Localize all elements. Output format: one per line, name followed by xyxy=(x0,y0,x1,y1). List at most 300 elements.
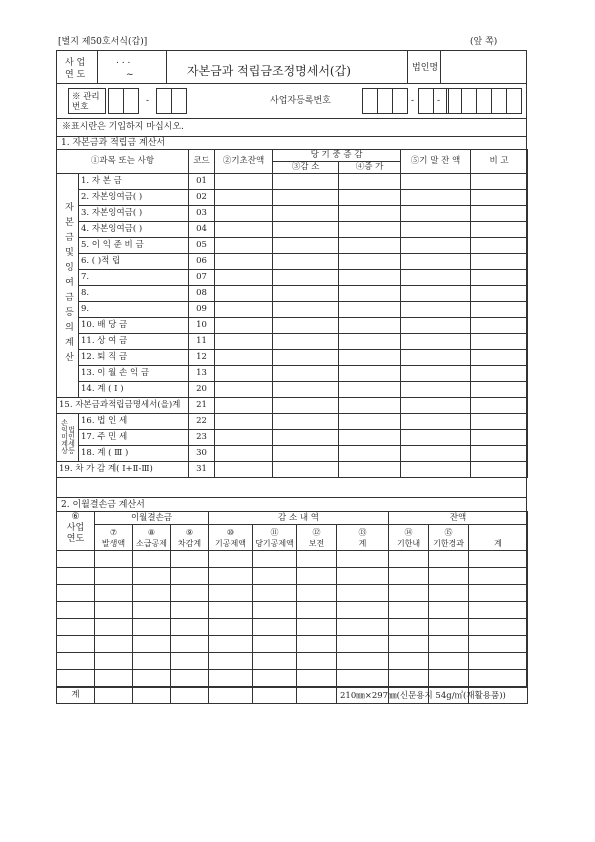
s2-cell[interactable] xyxy=(337,670,389,687)
s2-cell[interactable] xyxy=(429,551,469,568)
row-15-cell-2[interactable] xyxy=(273,398,339,414)
row-label: 1. 자 본 금 xyxy=(79,174,189,190)
s2-cell[interactable] xyxy=(57,551,95,568)
s2-cell[interactable] xyxy=(253,551,297,568)
s2-cell[interactable] xyxy=(297,653,337,670)
s2-cell[interactable] xyxy=(253,568,297,585)
row-label: 18. 계 ( Ⅲ ) xyxy=(79,446,189,462)
sub-header-no: ⑩ xyxy=(226,527,235,537)
row-16-cell-4[interactable] xyxy=(401,414,471,430)
col-year-label: 사업 연도 xyxy=(66,523,85,544)
table-row xyxy=(57,551,528,568)
row-7-cell-4[interactable] xyxy=(401,270,471,286)
s2-cell[interactable] xyxy=(57,602,95,619)
row-10-cell-5[interactable] xyxy=(471,318,528,334)
row-label: 8. xyxy=(79,286,189,302)
row-2-cell-5[interactable] xyxy=(471,190,528,206)
row-2-cell-4[interactable] xyxy=(401,190,471,206)
row-3-cell-1[interactable] xyxy=(215,206,273,222)
row-1-cell-2[interactable] xyxy=(273,174,339,190)
row-17-cell-3[interactable] xyxy=(339,430,401,446)
row-label: 15. 자본금과적립금명세서(을)계 xyxy=(57,398,189,414)
table-row xyxy=(57,619,528,636)
row-label: 11. 상 여 금 xyxy=(79,334,189,350)
s2-cell[interactable] xyxy=(469,585,528,602)
s2-cell[interactable] xyxy=(469,568,528,585)
col-remark-header: 비 고 xyxy=(471,150,528,174)
biz-reg-box-7[interactable] xyxy=(461,88,477,114)
row-label: 4. 자본잉여금( ) xyxy=(79,222,189,238)
row-19-cell-4[interactable] xyxy=(401,462,471,478)
row-1-cell-1[interactable] xyxy=(215,174,273,190)
row-12-cell-1[interactable] xyxy=(215,350,273,366)
row-19-cell-3[interactable] xyxy=(339,462,401,478)
row-5-cell-2[interactable] xyxy=(273,238,339,254)
row-6-cell-3[interactable] xyxy=(339,254,401,270)
year-tilde: ~ xyxy=(126,70,134,80)
row-1-cell-4[interactable] xyxy=(401,174,471,190)
row-label: 9. xyxy=(79,302,189,318)
row-10-cell-2[interactable] xyxy=(273,318,339,334)
s2-cell[interactable] xyxy=(171,687,209,704)
row-4-cell-2[interactable] xyxy=(273,222,339,238)
s2-cell[interactable] xyxy=(209,619,253,636)
table-row xyxy=(57,430,528,446)
section2-subheader xyxy=(57,525,528,551)
table-row xyxy=(57,636,528,653)
s2-cell[interactable] xyxy=(297,602,337,619)
s2-cell[interactable] xyxy=(133,653,171,670)
s2-cell[interactable] xyxy=(133,670,171,687)
s2-cell[interactable] xyxy=(171,585,209,602)
s2-cell[interactable] xyxy=(95,653,133,670)
s2-cell[interactable] xyxy=(57,585,95,602)
row-17-cell-5[interactable] xyxy=(471,430,528,446)
s2-cell[interactable] xyxy=(389,585,429,602)
mgmt-label-cell xyxy=(68,88,106,114)
row-code: 21 xyxy=(189,398,215,414)
s2-cell[interactable] xyxy=(469,636,528,653)
s2-cell[interactable] xyxy=(57,619,95,636)
s2-cell[interactable] xyxy=(429,653,469,670)
table-row xyxy=(57,366,528,382)
s2-cell[interactable] xyxy=(429,585,469,602)
sub-header-label: 기공제액 xyxy=(215,538,246,548)
row-9-cell-3[interactable] xyxy=(339,302,401,318)
s2-cell[interactable] xyxy=(95,687,133,704)
table-row xyxy=(57,302,528,318)
row-code: 01 xyxy=(189,174,215,190)
row-8-cell-1[interactable] xyxy=(215,286,273,302)
row-14-cell-5[interactable] xyxy=(471,382,528,398)
row-7-cell-5[interactable] xyxy=(471,270,528,286)
biz-reg-box-6[interactable] xyxy=(446,88,462,114)
row-13-cell-2[interactable] xyxy=(273,366,339,382)
row-label: 13. 이 월 손 익 금 xyxy=(79,366,189,382)
row-15-cell-5[interactable] xyxy=(471,398,528,414)
row-18-cell-2[interactable] xyxy=(273,446,339,462)
s2-cell[interactable] xyxy=(95,568,133,585)
table-row xyxy=(57,462,528,478)
section1-title-row xyxy=(56,136,527,150)
row-11-cell-4[interactable] xyxy=(401,334,471,350)
row-6-cell-4[interactable] xyxy=(401,254,471,270)
row-code: 02 xyxy=(189,190,215,206)
s2-cell[interactable] xyxy=(133,568,171,585)
s2-cell[interactable] xyxy=(389,619,429,636)
row-label: 7. xyxy=(79,270,189,286)
row-label: 16. 법 인 세 xyxy=(79,414,189,430)
table-row xyxy=(57,222,528,238)
row-13-cell-1[interactable] xyxy=(215,366,273,382)
s2-cell[interactable] xyxy=(95,585,133,602)
sub-header-6 xyxy=(297,525,337,551)
s2-cell[interactable] xyxy=(253,653,297,670)
s2-cell[interactable] xyxy=(337,636,389,653)
s2-cell[interactable] xyxy=(209,602,253,619)
row-4-cell-4[interactable] xyxy=(401,222,471,238)
row-17-cell-1[interactable] xyxy=(215,430,273,446)
sub-header-no: ⑧ xyxy=(147,527,156,537)
row-code: 30 xyxy=(189,446,215,462)
row-8-cell-5[interactable] xyxy=(471,286,528,302)
row-19-cell-1[interactable] xyxy=(215,462,273,478)
s2-cell[interactable] xyxy=(389,602,429,619)
mgmt-box-2[interactable] xyxy=(123,88,139,114)
s2-cell[interactable] xyxy=(209,568,253,585)
row-7-cell-2[interactable] xyxy=(273,270,339,286)
s2-cell[interactable] xyxy=(171,551,209,568)
row-code: 04 xyxy=(189,222,215,238)
s2-cell[interactable] xyxy=(57,568,95,585)
sub-header-3 xyxy=(171,525,209,551)
row-10-cell-3[interactable] xyxy=(339,318,401,334)
row-11-cell-2[interactable] xyxy=(273,334,339,350)
row-3-cell-3[interactable] xyxy=(339,206,401,222)
biz-reg-box-1[interactable] xyxy=(362,88,378,114)
row-code: 03 xyxy=(189,206,215,222)
table-row xyxy=(57,286,528,302)
row-label: 17. 주 민 세 xyxy=(79,430,189,446)
s2-cell[interactable] xyxy=(297,568,337,585)
biz-reg-box-3[interactable] xyxy=(392,88,408,114)
s2-cell[interactable] xyxy=(297,636,337,653)
col-year-no: ⑥ xyxy=(71,512,80,522)
row-14-cell-3[interactable] xyxy=(339,382,401,398)
row-3-cell-4[interactable] xyxy=(401,206,471,222)
row-label: 6. ( )적 립 xyxy=(79,254,189,270)
col-subject-header: ①과목 또는 사항 xyxy=(57,150,189,174)
row-18-cell-3[interactable] xyxy=(339,446,401,462)
row-16-cell-1[interactable] xyxy=(215,414,273,430)
row-14-cell-4[interactable] xyxy=(401,382,471,398)
sub-header-label: 발생액 xyxy=(101,538,126,548)
s2-cell[interactable] xyxy=(171,619,209,636)
s2-cell[interactable] xyxy=(429,568,469,585)
row-1-cell-3[interactable] xyxy=(339,174,401,190)
row-label: 14. 계 ( Ⅰ ) xyxy=(79,382,189,398)
col-carry-header: 이월결손금 xyxy=(95,512,209,525)
table-row xyxy=(57,270,528,286)
s2-cell[interactable] xyxy=(469,602,528,619)
s2-cell[interactable] xyxy=(297,687,337,704)
s2-cell[interactable] xyxy=(429,619,469,636)
section2-body xyxy=(57,551,528,704)
s2-cell[interactable] xyxy=(57,670,95,687)
row-12-cell-3[interactable] xyxy=(339,350,401,366)
s2-cell[interactable] xyxy=(253,670,297,687)
biz-year-value-cell[interactable] xyxy=(97,50,167,84)
row-16-cell-3[interactable] xyxy=(339,414,401,430)
s2-cell[interactable] xyxy=(429,636,469,653)
s2-cell[interactable] xyxy=(95,602,133,619)
s2-cell[interactable] xyxy=(253,636,297,653)
s2-cell[interactable] xyxy=(337,619,389,636)
s2-cell[interactable] xyxy=(171,670,209,687)
row-label: 3. 자본잉여금( ) xyxy=(79,206,189,222)
s2-cell[interactable] xyxy=(133,687,171,704)
row-4-cell-1[interactable] xyxy=(215,222,273,238)
row-7-cell-1[interactable] xyxy=(215,270,273,286)
row-19-cell-2[interactable] xyxy=(273,462,339,478)
sub-header-no: ⑮ xyxy=(444,527,453,537)
row-10-cell-4[interactable] xyxy=(401,318,471,334)
row-9-cell-1[interactable] xyxy=(215,302,273,318)
row-14-cell-1[interactable] xyxy=(215,382,273,398)
sub-header-8 xyxy=(389,525,429,551)
biz-reg-label: 사업자등록번호 xyxy=(270,96,331,106)
row-18-cell-5[interactable] xyxy=(471,446,528,462)
row-code: 10 xyxy=(189,318,215,334)
s2-cell[interactable] xyxy=(389,670,429,687)
row-9-cell-4[interactable] xyxy=(401,302,471,318)
row-16-cell-2[interactable] xyxy=(273,414,339,430)
sub-header-4 xyxy=(209,525,253,551)
table-row xyxy=(57,585,528,602)
row-5-cell-3[interactable] xyxy=(339,238,401,254)
biz-reg-box-9[interactable] xyxy=(491,88,507,114)
side-label-capital-text: 자본금및잉여금등의계산 xyxy=(63,201,73,367)
s2-cell[interactable] xyxy=(95,551,133,568)
s2-cell[interactable] xyxy=(133,619,171,636)
corp-name-field[interactable] xyxy=(440,50,527,84)
s2-cell[interactable] xyxy=(133,636,171,653)
s2-cell[interactable] xyxy=(171,602,209,619)
table-row xyxy=(57,206,528,222)
s2-cell[interactable] xyxy=(171,568,209,585)
row-18-cell-4[interactable] xyxy=(401,446,471,462)
sub-header-label: 소급공제 xyxy=(136,538,167,548)
row-12-cell-2[interactable] xyxy=(273,350,339,366)
row-1-cell-5[interactable] xyxy=(471,174,528,190)
s2-cell[interactable] xyxy=(95,636,133,653)
s2-cell[interactable] xyxy=(389,653,429,670)
s2-cell[interactable] xyxy=(95,619,133,636)
s2-cell[interactable] xyxy=(469,551,528,568)
sub-header-label: 기한내 xyxy=(396,538,421,548)
s2-cell[interactable] xyxy=(429,670,469,687)
sub-header-no: ⑭ xyxy=(404,527,413,537)
s2-cell[interactable] xyxy=(469,670,528,687)
s2-cell[interactable] xyxy=(253,602,297,619)
mgmt-box-1[interactable] xyxy=(108,88,124,114)
col-code-header: 코드 xyxy=(189,150,215,174)
row-13-cell-4[interactable] xyxy=(401,366,471,382)
row-13-cell-3[interactable] xyxy=(339,366,401,382)
row-13-cell-5[interactable] xyxy=(471,366,528,382)
s2-cell[interactable] xyxy=(57,653,95,670)
row-8-cell-2[interactable] xyxy=(273,286,339,302)
s2-cell[interactable] xyxy=(171,653,209,670)
col-decrease-header: ③감 소 xyxy=(273,162,339,174)
row-17-cell-4[interactable] xyxy=(401,430,471,446)
table-row xyxy=(57,334,528,350)
mgmt-label: ※ 관리 번호 xyxy=(72,92,100,112)
year-dots: . . . xyxy=(116,56,131,66)
col-balance-header: 잔액 xyxy=(389,512,528,525)
s2-cell[interactable] xyxy=(133,585,171,602)
table-row xyxy=(57,446,528,462)
row-15-cell-1[interactable] xyxy=(215,398,273,414)
sub-header-label: 계 xyxy=(494,538,502,548)
row-10-cell-1[interactable] xyxy=(215,318,273,334)
table-row xyxy=(57,254,528,270)
row-label: 2. 자본잉여금( ) xyxy=(79,190,189,206)
sub-header-no: ⑦ xyxy=(109,527,118,537)
sub-header-label: 기한경과 xyxy=(433,538,464,548)
row-6-cell-5[interactable] xyxy=(471,254,528,270)
row-6-cell-1[interactable] xyxy=(215,254,273,270)
s2-cell[interactable] xyxy=(337,602,389,619)
s2-cell[interactable] xyxy=(337,551,389,568)
row-6-cell-2[interactable] xyxy=(273,254,339,270)
row-15-cell-4[interactable] xyxy=(401,398,471,414)
s2-cell[interactable] xyxy=(253,585,297,602)
section1-table xyxy=(56,149,528,478)
row-5-cell-1[interactable] xyxy=(215,238,273,254)
s2-cell[interactable] xyxy=(297,619,337,636)
row-label: 19. 차 가 감 계( Ⅰ+Ⅱ-Ⅲ) xyxy=(57,462,189,478)
row-11-cell-1[interactable] xyxy=(215,334,273,350)
s2-cell[interactable] xyxy=(297,551,337,568)
s2-cell[interactable] xyxy=(469,619,528,636)
s2-cell[interactable] xyxy=(171,636,209,653)
row-3-cell-2[interactable] xyxy=(273,206,339,222)
row-19-cell-5[interactable] xyxy=(471,462,528,478)
biz-year-label-cell xyxy=(56,50,98,84)
row-7-cell-3[interactable] xyxy=(339,270,401,286)
sub-header-label: 차감계 xyxy=(177,538,202,548)
sub-header-1 xyxy=(95,525,133,551)
biz-reg-box-8[interactable] xyxy=(476,88,492,114)
row-11-cell-5[interactable] xyxy=(471,334,528,350)
side-label-tax-text-b: 법인세등 xyxy=(67,425,76,454)
s2-cell[interactable] xyxy=(389,551,429,568)
row-11-cell-3[interactable] xyxy=(339,334,401,350)
row-9-cell-5[interactable] xyxy=(471,302,528,318)
col-reduce-header: 감 소 내 역 xyxy=(209,512,389,525)
sub-header-7 xyxy=(337,525,389,551)
table-row xyxy=(57,653,528,670)
s2-cell[interactable] xyxy=(337,653,389,670)
row-2-cell-3[interactable] xyxy=(339,190,401,206)
table-row xyxy=(57,318,528,334)
mgmt-box-4[interactable] xyxy=(171,88,187,114)
s2-cell[interactable] xyxy=(253,687,297,704)
row-3-cell-5[interactable] xyxy=(471,206,528,222)
s2-cell[interactable] xyxy=(297,585,337,602)
row-4-cell-3[interactable] xyxy=(339,222,401,238)
table-row xyxy=(57,670,528,687)
note-text: ※표시란은 기입하지 마십시오. xyxy=(62,122,184,132)
biz-reg-dash-1: - xyxy=(411,96,415,106)
table-row xyxy=(57,602,528,619)
row-12-cell-5[interactable] xyxy=(471,350,528,366)
row-8-cell-3[interactable] xyxy=(339,286,401,302)
sub-header-9 xyxy=(429,525,469,551)
s2-cell[interactable] xyxy=(133,602,171,619)
s2-cell[interactable] xyxy=(253,619,297,636)
row-18-cell-1[interactable] xyxy=(215,446,273,462)
sub-header-label: 당기공제액 xyxy=(255,538,294,548)
sub-header-10 xyxy=(469,525,528,551)
col-increase-header: ④증 가 xyxy=(339,162,401,174)
row-code: 06 xyxy=(189,254,215,270)
s2-cell[interactable] xyxy=(337,568,389,585)
row-9-cell-2[interactable] xyxy=(273,302,339,318)
row-15-cell-3[interactable] xyxy=(339,398,401,414)
table-row xyxy=(57,568,528,585)
row-12-cell-4[interactable] xyxy=(401,350,471,366)
row-17-cell-2[interactable] xyxy=(273,430,339,446)
sub-header-2 xyxy=(133,525,171,551)
s2-cell[interactable] xyxy=(133,551,171,568)
row-14-cell-2[interactable] xyxy=(273,382,339,398)
s2-cell[interactable] xyxy=(209,585,253,602)
row-16-cell-5[interactable] xyxy=(471,414,528,430)
s2-cell[interactable] xyxy=(469,653,528,670)
row-8-cell-4[interactable] xyxy=(401,286,471,302)
biz-reg-box-4[interactable] xyxy=(418,88,434,114)
row-5-cell-4[interactable] xyxy=(401,238,471,254)
s2-cell[interactable] xyxy=(209,670,253,687)
biz-reg-box-10[interactable] xyxy=(506,88,522,114)
s2-cell[interactable] xyxy=(297,670,337,687)
row-2-cell-2[interactable] xyxy=(273,190,339,206)
s2-cell[interactable] xyxy=(209,687,253,704)
row-label: 10. 배 당 금 xyxy=(79,318,189,334)
row-code: 12 xyxy=(189,350,215,366)
s2-cell[interactable] xyxy=(429,602,469,619)
row-2-cell-1[interactable] xyxy=(215,190,273,206)
s2-cell[interactable] xyxy=(389,636,429,653)
row-4-cell-5[interactable] xyxy=(471,222,528,238)
s2-cell[interactable] xyxy=(95,670,133,687)
row-5-cell-5[interactable] xyxy=(471,238,528,254)
page-side-label: (앞 쪽) xyxy=(470,37,498,47)
s2-cell[interactable] xyxy=(209,653,253,670)
corp-name-label-cell xyxy=(407,50,441,84)
s2-cell[interactable] xyxy=(337,585,389,602)
section1-title: 1. 자본금과 적립금 계산서 xyxy=(61,138,166,148)
row-code: 13 xyxy=(189,366,215,382)
s2-cell[interactable] xyxy=(57,636,95,653)
mgmt-box-3[interactable] xyxy=(156,88,172,114)
biz-reg-box-2[interactable] xyxy=(377,88,393,114)
s2-cell[interactable] xyxy=(209,551,253,568)
s2-cell[interactable] xyxy=(209,636,253,653)
s2-cell[interactable] xyxy=(389,568,429,585)
